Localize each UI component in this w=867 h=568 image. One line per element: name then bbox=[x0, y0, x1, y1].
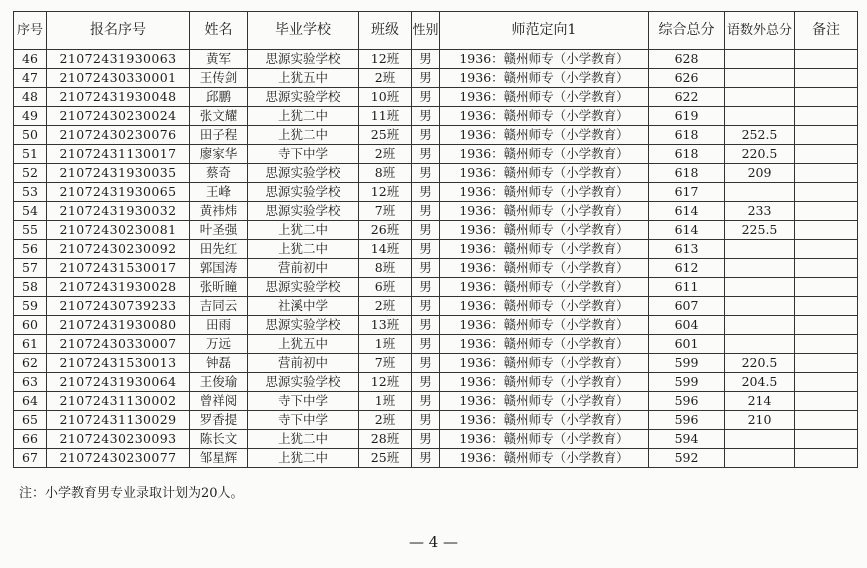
cell-reg-no: 21072431930035 bbox=[47, 164, 190, 183]
cell-remark bbox=[795, 259, 858, 278]
cell-class: 13班 bbox=[359, 316, 412, 335]
cell-name: 邱鹏 bbox=[190, 88, 248, 107]
cell-reg-no: 21072430230024 bbox=[47, 107, 190, 126]
table-row bbox=[14, 297, 858, 316]
cell-seq: 56 bbox=[14, 240, 47, 259]
cell-direction: 1936：赣州师专（小学教育） bbox=[440, 221, 649, 240]
table-row bbox=[14, 411, 858, 430]
cell-seq: 61 bbox=[14, 335, 47, 354]
cell-class: 1班 bbox=[359, 335, 412, 354]
cell-seq: 46 bbox=[14, 50, 47, 69]
cell-name: 邹星辉 bbox=[190, 449, 248, 468]
cell-gender: 男 bbox=[412, 126, 440, 145]
table-row bbox=[14, 392, 858, 411]
cell-remark bbox=[795, 88, 858, 107]
cell-seq: 55 bbox=[14, 221, 47, 240]
cell-direction: 1936：赣州师专（小学教育） bbox=[440, 183, 649, 202]
cell-direction: 1936：赣州师专（小学教育） bbox=[440, 297, 649, 316]
cell-direction: 1936：赣州师专（小学教育） bbox=[440, 202, 649, 221]
cell-direction: 1936：赣州师专（小学教育） bbox=[440, 411, 649, 430]
cell-seq: 59 bbox=[14, 297, 47, 316]
cell-seq: 67 bbox=[14, 449, 47, 468]
cell-direction: 1936：赣州师专（小学教育） bbox=[440, 164, 649, 183]
cell-school: 寺下中学 bbox=[248, 411, 359, 430]
table-row bbox=[14, 202, 858, 221]
cell-direction: 1936：赣州师专（小学教育） bbox=[440, 335, 649, 354]
table-row bbox=[14, 278, 858, 297]
cell-class: 8班 bbox=[359, 164, 412, 183]
header-class: 班级 bbox=[359, 12, 412, 50]
cell-name: 叶圣强 bbox=[190, 221, 248, 240]
cell-name: 田雨 bbox=[190, 316, 248, 335]
cell-seq: 64 bbox=[14, 392, 47, 411]
cell-gender: 男 bbox=[412, 202, 440, 221]
cell-school: 思源实验学校 bbox=[248, 164, 359, 183]
cell-total: 594 bbox=[649, 430, 725, 449]
table-row bbox=[14, 354, 858, 373]
cell-lang-math-eng bbox=[725, 107, 795, 126]
cell-gender: 男 bbox=[412, 107, 440, 126]
cell-school: 思源实验学校 bbox=[248, 278, 359, 297]
cell-direction: 1936：赣州师专（小学教育） bbox=[440, 69, 649, 88]
cell-remark bbox=[795, 354, 858, 373]
cell-class: 28班 bbox=[359, 430, 412, 449]
header-lang-math-eng: 语数外总分 bbox=[725, 12, 795, 50]
cell-direction: 1936：赣州师专（小学教育） bbox=[440, 240, 649, 259]
cell-class: 6班 bbox=[359, 278, 412, 297]
cell-total: 618 bbox=[649, 164, 725, 183]
cell-remark bbox=[795, 107, 858, 126]
cell-name: 陈长文 bbox=[190, 430, 248, 449]
cell-school: 社溪中学 bbox=[248, 297, 359, 316]
cell-name: 蔡奇 bbox=[190, 164, 248, 183]
cell-reg-no: 21072431930028 bbox=[47, 278, 190, 297]
cell-total: 604 bbox=[649, 316, 725, 335]
cell-total: 628 bbox=[649, 50, 725, 69]
cell-gender: 男 bbox=[412, 354, 440, 373]
table-row bbox=[14, 183, 858, 202]
cell-seq: 47 bbox=[14, 69, 47, 88]
cell-seq: 50 bbox=[14, 126, 47, 145]
cell-remark bbox=[795, 221, 858, 240]
cell-remark bbox=[795, 278, 858, 297]
cell-gender: 男 bbox=[412, 430, 440, 449]
table-body bbox=[14, 50, 858, 468]
cell-lang-math-eng: 214 bbox=[725, 392, 795, 411]
cell-school: 思源实验学校 bbox=[248, 88, 359, 107]
cell-gender: 男 bbox=[412, 316, 440, 335]
cell-reg-no: 21072431530013 bbox=[47, 354, 190, 373]
cell-class: 25班 bbox=[359, 449, 412, 468]
cell-total: 596 bbox=[649, 392, 725, 411]
cell-lang-math-eng bbox=[725, 449, 795, 468]
cell-class: 25班 bbox=[359, 126, 412, 145]
cell-lang-math-eng bbox=[725, 316, 795, 335]
cell-reg-no: 21072431930048 bbox=[47, 88, 190, 107]
cell-reg-no: 21072431130002 bbox=[47, 392, 190, 411]
cell-direction: 1936：赣州师专（小学教育） bbox=[440, 259, 649, 278]
cell-class: 11班 bbox=[359, 107, 412, 126]
cell-direction: 1936：赣州师专（小学教育） bbox=[440, 430, 649, 449]
header-reg-no: 报名序号 bbox=[47, 12, 190, 50]
cell-lang-math-eng bbox=[725, 88, 795, 107]
cell-seq: 51 bbox=[14, 145, 47, 164]
cell-total: 599 bbox=[649, 373, 725, 392]
cell-reg-no: 21072430330001 bbox=[47, 69, 190, 88]
cell-total: 614 bbox=[649, 221, 725, 240]
cell-class: 7班 bbox=[359, 202, 412, 221]
cell-seq: 54 bbox=[14, 202, 47, 221]
footnote: 注：小学教育男专业录取计划为20人。 bbox=[19, 486, 244, 501]
cell-total: 618 bbox=[649, 126, 725, 145]
cell-direction: 1936：赣州师专（小学教育） bbox=[440, 354, 649, 373]
cell-gender: 男 bbox=[412, 164, 440, 183]
cell-remark bbox=[795, 126, 858, 145]
cell-reg-no: 21072431930064 bbox=[47, 373, 190, 392]
cell-school: 上犹五中 bbox=[248, 69, 359, 88]
cell-total: 611 bbox=[649, 278, 725, 297]
cell-class: 1班 bbox=[359, 392, 412, 411]
cell-remark bbox=[795, 145, 858, 164]
cell-name: 吉同云 bbox=[190, 297, 248, 316]
cell-seq: 62 bbox=[14, 354, 47, 373]
cell-lang-math-eng: 225.5 bbox=[725, 221, 795, 240]
cell-school: 上犹二中 bbox=[248, 107, 359, 126]
cell-total: 617 bbox=[649, 183, 725, 202]
cell-total: 607 bbox=[649, 297, 725, 316]
cell-seq: 48 bbox=[14, 88, 47, 107]
cell-remark bbox=[795, 297, 858, 316]
cell-reg-no: 21072430230093 bbox=[47, 430, 190, 449]
cell-lang-math-eng bbox=[725, 183, 795, 202]
cell-total: 612 bbox=[649, 259, 725, 278]
cell-gender: 男 bbox=[412, 88, 440, 107]
header-remark: 备注 bbox=[795, 12, 858, 50]
cell-gender: 男 bbox=[412, 449, 440, 468]
cell-remark bbox=[795, 335, 858, 354]
cell-name: 王峰 bbox=[190, 183, 248, 202]
cell-reg-no: 21072430230077 bbox=[47, 449, 190, 468]
cell-name: 黄祎炜 bbox=[190, 202, 248, 221]
cell-total: 599 bbox=[649, 354, 725, 373]
cell-school: 上犹二中 bbox=[248, 221, 359, 240]
cell-direction: 1936：赣州师专（小学教育） bbox=[440, 88, 649, 107]
table-row bbox=[14, 373, 858, 392]
cell-name: 罗香提 bbox=[190, 411, 248, 430]
cell-name: 万远 bbox=[190, 335, 248, 354]
cell-seq: 58 bbox=[14, 278, 47, 297]
cell-school: 思源实验学校 bbox=[248, 50, 359, 69]
cell-seq: 52 bbox=[14, 164, 47, 183]
table-row bbox=[14, 259, 858, 278]
cell-class: 2班 bbox=[359, 297, 412, 316]
cell-school: 思源实验学校 bbox=[248, 373, 359, 392]
cell-lang-math-eng bbox=[725, 335, 795, 354]
cell-gender: 男 bbox=[412, 411, 440, 430]
cell-school: 上犹二中 bbox=[248, 449, 359, 468]
cell-lang-math-eng: 204.5 bbox=[725, 373, 795, 392]
cell-remark bbox=[795, 69, 858, 88]
cell-lang-math-eng: 220.5 bbox=[725, 354, 795, 373]
cell-name: 廖家华 bbox=[190, 145, 248, 164]
cell-gender: 男 bbox=[412, 259, 440, 278]
cell-remark bbox=[795, 430, 858, 449]
cell-reg-no: 21072430230092 bbox=[47, 240, 190, 259]
cell-name: 田子程 bbox=[190, 126, 248, 145]
table-row bbox=[14, 240, 858, 259]
cell-remark bbox=[795, 392, 858, 411]
cell-gender: 男 bbox=[412, 373, 440, 392]
cell-remark bbox=[795, 202, 858, 221]
header-name: 姓名 bbox=[190, 12, 248, 50]
cell-school: 上犹二中 bbox=[248, 430, 359, 449]
cell-reg-no: 21072430330007 bbox=[47, 335, 190, 354]
cell-name: 曾祥阅 bbox=[190, 392, 248, 411]
cell-class: 12班 bbox=[359, 373, 412, 392]
cell-reg-no: 21072430230081 bbox=[47, 221, 190, 240]
cell-reg-no: 21072431930063 bbox=[47, 50, 190, 69]
cell-class: 10班 bbox=[359, 88, 412, 107]
table-row bbox=[14, 145, 858, 164]
cell-seq: 49 bbox=[14, 107, 47, 126]
cell-reg-no: 21072431930065 bbox=[47, 183, 190, 202]
cell-gender: 男 bbox=[412, 69, 440, 88]
cell-reg-no: 21072431930080 bbox=[47, 316, 190, 335]
cell-remark bbox=[795, 50, 858, 69]
table-row bbox=[14, 107, 858, 126]
header-direction: 师范定向1 bbox=[440, 12, 649, 50]
cell-gender: 男 bbox=[412, 183, 440, 202]
cell-class: 8班 bbox=[359, 259, 412, 278]
cell-total: 619 bbox=[649, 107, 725, 126]
cell-total: 601 bbox=[649, 335, 725, 354]
cell-seq: 63 bbox=[14, 373, 47, 392]
cell-name: 张昕瞳 bbox=[190, 278, 248, 297]
cell-school: 思源实验学校 bbox=[248, 202, 359, 221]
cell-direction: 1936：赣州师专（小学教育） bbox=[440, 373, 649, 392]
admission-table bbox=[13, 11, 858, 468]
cell-lang-math-eng: 210 bbox=[725, 411, 795, 430]
cell-gender: 男 bbox=[412, 145, 440, 164]
table-row bbox=[14, 430, 858, 449]
cell-total: 614 bbox=[649, 202, 725, 221]
cell-lang-math-eng bbox=[725, 297, 795, 316]
table-row bbox=[14, 221, 858, 240]
header-seq: 序号 bbox=[14, 12, 47, 50]
cell-name: 郭国涛 bbox=[190, 259, 248, 278]
cell-seq: 53 bbox=[14, 183, 47, 202]
cell-gender: 男 bbox=[412, 297, 440, 316]
cell-gender: 男 bbox=[412, 50, 440, 69]
table-row bbox=[14, 449, 858, 468]
cell-name: 王俊瑜 bbox=[190, 373, 248, 392]
cell-school: 上犹二中 bbox=[248, 126, 359, 145]
cell-total: 618 bbox=[649, 145, 725, 164]
cell-remark bbox=[795, 411, 858, 430]
cell-school: 寺下中学 bbox=[248, 392, 359, 411]
cell-school: 思源实验学校 bbox=[248, 183, 359, 202]
cell-lang-math-eng: 252.5 bbox=[725, 126, 795, 145]
cell-remark bbox=[795, 373, 858, 392]
cell-school: 营前初中 bbox=[248, 354, 359, 373]
cell-remark bbox=[795, 183, 858, 202]
cell-direction: 1936：赣州师专（小学教育） bbox=[440, 126, 649, 145]
cell-class: 2班 bbox=[359, 69, 412, 88]
cell-name: 钟磊 bbox=[190, 354, 248, 373]
page-number: — 4 — bbox=[408, 533, 459, 551]
cell-direction: 1936：赣州师专（小学教育） bbox=[440, 50, 649, 69]
cell-lang-math-eng bbox=[725, 69, 795, 88]
table-row bbox=[14, 50, 858, 69]
cell-lang-math-eng: 233 bbox=[725, 202, 795, 221]
cell-name: 黄军 bbox=[190, 50, 248, 69]
header-row bbox=[14, 12, 858, 50]
header-school: 毕业学校 bbox=[248, 12, 359, 50]
table-row bbox=[14, 164, 858, 183]
cell-remark bbox=[795, 240, 858, 259]
cell-direction: 1936：赣州师专（小学教育） bbox=[440, 107, 649, 126]
cell-seq: 66 bbox=[14, 430, 47, 449]
cell-remark bbox=[795, 449, 858, 468]
header-total: 综合总分 bbox=[649, 12, 725, 50]
header-gender: 性别 bbox=[412, 12, 440, 50]
cell-gender: 男 bbox=[412, 240, 440, 259]
cell-direction: 1936：赣州师专（小学教育） bbox=[440, 145, 649, 164]
cell-reg-no: 21072430230076 bbox=[47, 126, 190, 145]
cell-direction: 1936：赣州师专（小学教育） bbox=[440, 316, 649, 335]
cell-total: 592 bbox=[649, 449, 725, 468]
cell-lang-math-eng: 209 bbox=[725, 164, 795, 183]
cell-school: 思源实验学校 bbox=[248, 316, 359, 335]
cell-lang-math-eng bbox=[725, 50, 795, 69]
cell-reg-no: 21072431930032 bbox=[47, 202, 190, 221]
cell-direction: 1936：赣州师专（小学教育） bbox=[440, 392, 649, 411]
table-row bbox=[14, 69, 858, 88]
cell-lang-math-eng bbox=[725, 259, 795, 278]
cell-gender: 男 bbox=[412, 335, 440, 354]
cell-gender: 男 bbox=[412, 278, 440, 297]
cell-school: 上犹二中 bbox=[248, 240, 359, 259]
cell-name: 张文耀 bbox=[190, 107, 248, 126]
cell-total: 613 bbox=[649, 240, 725, 259]
cell-gender: 男 bbox=[412, 221, 440, 240]
table-row bbox=[14, 316, 858, 335]
cell-school: 营前初中 bbox=[248, 259, 359, 278]
cell-direction: 1936：赣州师专（小学教育） bbox=[440, 278, 649, 297]
cell-lang-math-eng bbox=[725, 278, 795, 297]
cell-total: 622 bbox=[649, 88, 725, 107]
cell-direction: 1936：赣州师专（小学教育） bbox=[440, 449, 649, 468]
cell-lang-math-eng bbox=[725, 240, 795, 259]
cell-seq: 57 bbox=[14, 259, 47, 278]
table-row bbox=[14, 335, 858, 354]
cell-school: 寺下中学 bbox=[248, 145, 359, 164]
cell-school: 上犹五中 bbox=[248, 335, 359, 354]
cell-lang-math-eng bbox=[725, 430, 795, 449]
cell-reg-no: 21072431530017 bbox=[47, 259, 190, 278]
cell-reg-no: 21072431130029 bbox=[47, 411, 190, 430]
cell-class: 7班 bbox=[359, 354, 412, 373]
cell-class: 12班 bbox=[359, 183, 412, 202]
cell-remark bbox=[795, 164, 858, 183]
cell-seq: 65 bbox=[14, 411, 47, 430]
cell-total: 596 bbox=[649, 411, 725, 430]
cell-class: 2班 bbox=[359, 145, 412, 164]
cell-seq: 60 bbox=[14, 316, 47, 335]
table-row bbox=[14, 126, 858, 145]
cell-lang-math-eng: 220.5 bbox=[725, 145, 795, 164]
cell-class: 2班 bbox=[359, 411, 412, 430]
cell-remark bbox=[795, 316, 858, 335]
cell-class: 14班 bbox=[359, 240, 412, 259]
cell-name: 田先红 bbox=[190, 240, 248, 259]
cell-class: 26班 bbox=[359, 221, 412, 240]
cell-name: 王传剑 bbox=[190, 69, 248, 88]
cell-reg-no: 21072431130017 bbox=[47, 145, 190, 164]
cell-gender: 男 bbox=[412, 392, 440, 411]
cell-class: 12班 bbox=[359, 50, 412, 69]
cell-reg-no: 21072430739233 bbox=[47, 297, 190, 316]
table-row bbox=[14, 88, 858, 107]
cell-total: 626 bbox=[649, 69, 725, 88]
